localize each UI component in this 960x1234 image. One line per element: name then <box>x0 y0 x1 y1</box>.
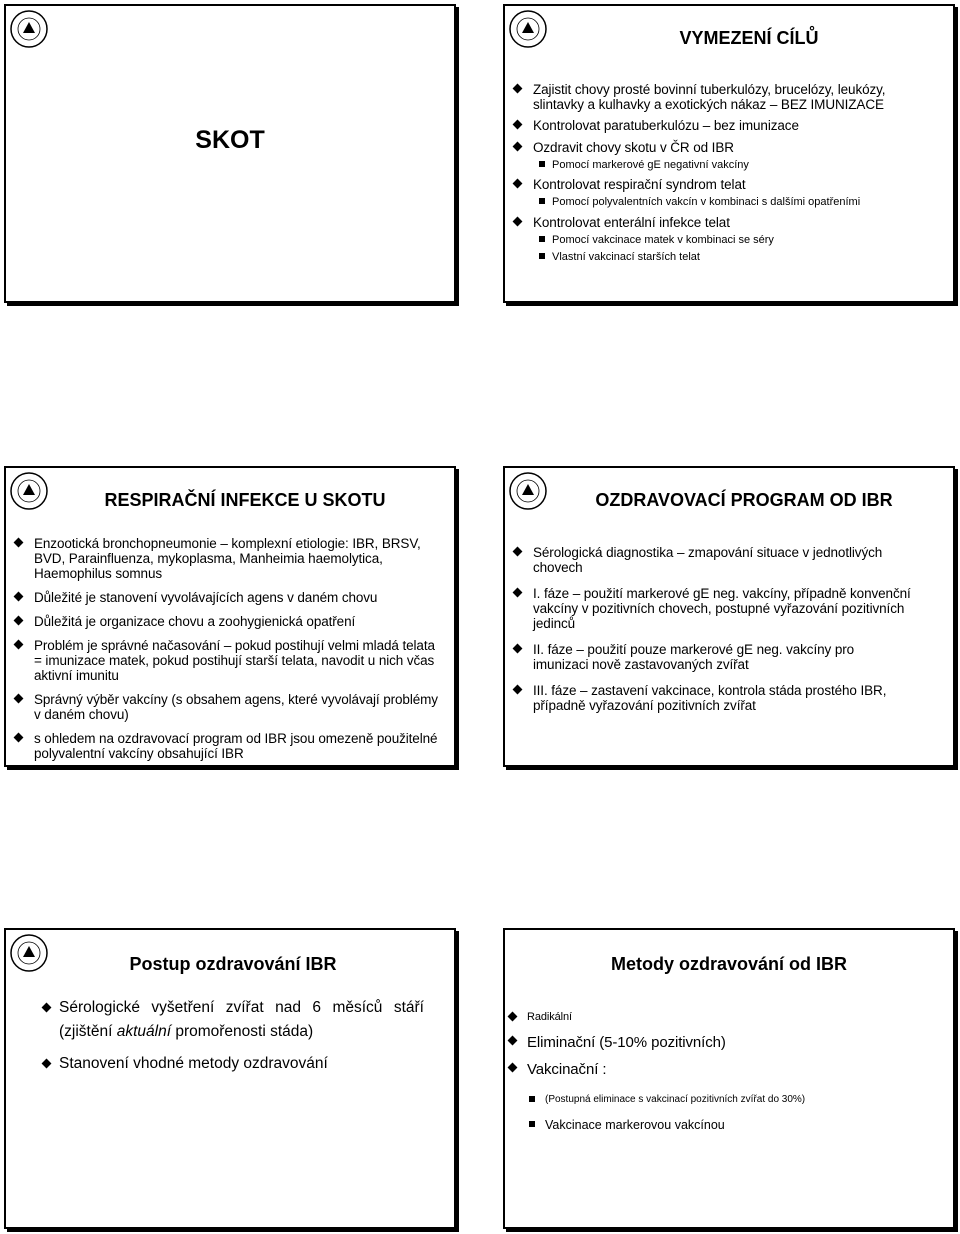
slide-3 <box>4 466 456 767</box>
list-item: Důležité je stanovení vyvolávajících agens v daném chovu <box>6 590 438 605</box>
slide-title: SKOT <box>195 126 265 154</box>
respiratory-list <box>6 536 438 768</box>
list-item: s ohledem na ozdravovací program od IBR jsou omezeně použitelné polyvalentní vakcíny obsahující IBR <box>6 731 438 761</box>
list-item: Sérologická diagnostika – zmapování situace v jednotlivých chovech <box>505 545 913 575</box>
sub-list-item: Pomocí markerové gE negativní vakcíny <box>505 158 933 172</box>
list-item: Vakcinační : <box>505 1061 933 1079</box>
slide-5 <box>4 928 456 1229</box>
list-item <box>43 1052 424 1076</box>
list-item: Eliminační (5-10% pozitivních) <box>505 1034 933 1052</box>
slide-title: Postup ozdravování IBR <box>129 954 337 974</box>
list-item: Enzootická bronchopneumonie – komplexní etiologie: IBR, BRSV, BVD, Parainfluenza, mykoplasma, Manheimia haemolytica, Haemophilus somnus <box>6 536 438 581</box>
sub-list-item: Pomocí polyvalentních vakcín v kombinaci s dalšími opatřeními <box>505 195 933 209</box>
list-item <box>43 996 424 1044</box>
step-text: Sérologické vyšetření zvířat nad 6 měsíců stáří (zjištění <box>59 999 424 1040</box>
list-item: Kontrolovat enterální infekce telat <box>505 215 933 230</box>
university-seal-icon <box>9 9 49 49</box>
slide-title: RESPIRAČNÍ INFEKCE U SKOTU <box>104 490 386 510</box>
slide-2 <box>503 4 955 303</box>
list-item: Kontrolovat respirační syndrom telat <box>505 177 933 192</box>
slide-title: Metody ozdravování od IBR <box>610 954 848 974</box>
goals-list <box>505 82 933 269</box>
list-item: Správný výběr vakcíny (s obsahem agens, které vyvolávají problémy v daném chovu) <box>6 692 438 722</box>
list-item: II. fáze – použití pouze markerové gE neg. vakcíny pro imunizaci nově zastavovaných zvířat <box>505 642 913 672</box>
list-item: Zajistit chovy prosté bovinní tuberkulózy, brucelózy, leukózy, slintavky a kulhavky a exotických nákaz – BEZ IMUNIZACE <box>505 82 933 112</box>
list-item: Ozdravit chovy skotu v ČR od IBR <box>505 140 933 155</box>
step-emphasis: aktuální <box>116 1023 172 1040</box>
slide-4 <box>503 466 955 767</box>
list-item: III. fáze – zastavení vakcinace, kontrola stáda prostého IBR, případně vyřazování pozitivních zvířat <box>505 683 913 713</box>
methods-list <box>505 1010 933 1137</box>
list-item: I. fáze – použití markerové gE neg. vakcíny, případně konvenční vakcíny v pozitivních chovech, postupné vyřazování pozitivních jedinců <box>505 586 913 631</box>
step-text: Stanovení vhodné metody ozdravování <box>59 1055 328 1072</box>
list-item: Radikální <box>505 1010 933 1025</box>
sub-list-item: Pomocí vakcinace matek v kombinaci se séry <box>505 233 933 247</box>
slide-6 <box>503 928 955 1229</box>
slide-1 <box>4 4 456 303</box>
slide-title: OZDRAVOVACÍ PROGRAM OD IBR <box>595 490 893 510</box>
sub-list-item: Vlastní vakcinací starších telat <box>505 250 933 264</box>
sub-list-item: (Postupná eliminace s vakcinací pozitivních zvířat do 30%) <box>505 1093 933 1107</box>
list-item: Problém je správné načasování – pokud postihují velmi mladá telata = imunizace matek, pokud postihují starší telata, navodit u nich včas aktivní imunitu <box>6 638 438 683</box>
ibr-program-list <box>505 545 913 720</box>
step-text-end: promořenosti stáda) <box>171 1023 314 1040</box>
sub-list-item: Vakcinace markerovou vakcínou <box>505 1118 933 1132</box>
slide-title: VYMEZENÍ CÍLŮ <box>679 28 819 48</box>
ibr-steps-list <box>43 996 424 1084</box>
list-item: Důležitá je organizace chovu a zoohygienická opatření <box>6 614 438 629</box>
list-item: Kontrolovat paratuberkulózu – bez imunizace <box>505 118 933 133</box>
